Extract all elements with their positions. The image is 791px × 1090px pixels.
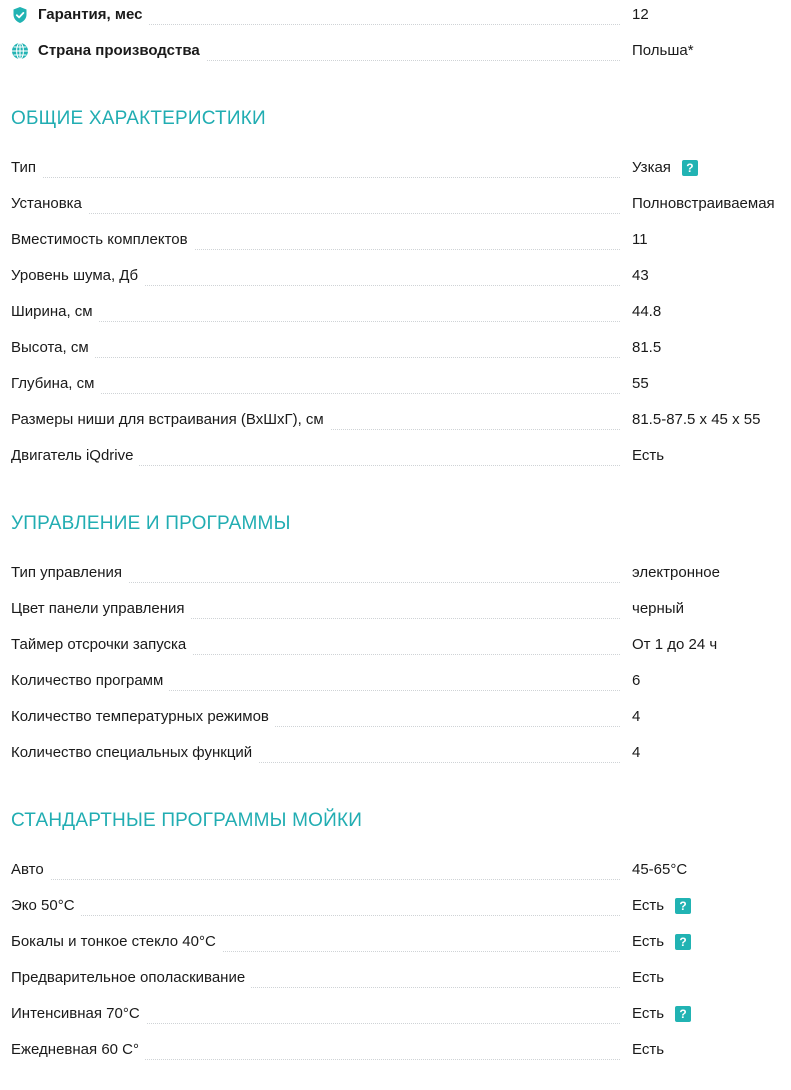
spec-value-text: Есть <box>632 1005 665 1022</box>
spec-value: электронное <box>632 564 720 581</box>
spec-name: Авто <box>11 860 50 880</box>
spec-value: 81.5 <box>632 339 662 356</box>
spec-row <box>0 858 791 882</box>
spec-row <box>0 705 791 729</box>
spec-value: От 1 до 24 ч <box>632 636 718 653</box>
spec-name: Предварительное ополаскивание <box>11 968 251 988</box>
spec-value: Есть <box>632 447 665 464</box>
spec-name: Глубина, см <box>11 374 100 394</box>
spec-value: 4 <box>632 744 641 761</box>
spec-value: 4 <box>632 708 641 725</box>
spec-row <box>0 192 791 216</box>
spec-name: Уровень шума, Дб <box>11 266 144 286</box>
spec-name: Высота, см <box>11 338 95 358</box>
dotted-leader <box>11 321 620 322</box>
spec-value <box>632 156 698 180</box>
spec-value-text: Узкая <box>632 159 671 176</box>
spec-row <box>0 894 791 918</box>
spec-name: Размеры ниши для встраивания (ВхШхГ), см <box>11 410 330 430</box>
globe-icon <box>11 42 29 60</box>
spec-value: 6 <box>632 672 641 689</box>
spec-name: Вместимость комплектов <box>11 230 194 250</box>
spec-name: Ежедневная 60 C° <box>11 1040 145 1060</box>
spec-row <box>0 408 791 432</box>
shield-check-icon <box>11 6 29 24</box>
spec-row <box>0 930 791 954</box>
spec-name: Эко 50°C <box>11 896 81 916</box>
spec-row <box>0 966 791 990</box>
spec-row <box>0 1002 791 1026</box>
spec-row <box>0 1038 791 1062</box>
spec-value <box>632 930 691 954</box>
spec-name: Интенсивная 70°C <box>11 1004 146 1024</box>
spec-value <box>632 894 691 918</box>
spec-value-text: Есть <box>632 897 665 914</box>
spec-row <box>0 597 791 621</box>
spec-name: Бокалы и тонкое стекло 40°C <box>11 932 222 952</box>
dotted-leader <box>11 177 620 178</box>
dotted-leader <box>11 213 620 214</box>
spec-row <box>0 633 791 657</box>
dotted-leader <box>11 357 620 358</box>
spec-value: 12 <box>632 6 649 23</box>
spec-value-text: Есть <box>632 933 665 950</box>
spec-value: Есть <box>632 1041 665 1058</box>
spec-name: Гарантия, мес <box>38 5 148 25</box>
spec-row <box>0 741 791 765</box>
spec-name: Тип управления <box>11 563 128 583</box>
spec-value: 11 <box>632 231 648 248</box>
help-button[interactable]: ? <box>675 898 691 914</box>
spec-name: Количество специальных функций <box>11 743 258 763</box>
spec-row <box>0 156 791 180</box>
spec-name: Страна производства <box>38 41 206 61</box>
spec-value: Есть <box>632 969 665 986</box>
spec-value: 43 <box>632 267 649 284</box>
spec-name: Тип <box>11 158 42 178</box>
spec-value: 44.8 <box>632 303 662 320</box>
spec-value: Польша* <box>632 42 694 59</box>
spec-name: Двигатель iQdrive <box>11 446 139 466</box>
spec-row <box>0 336 791 360</box>
section-title-wash-programs: СТАНДАРТНЫЕ ПРОГРАММЫ МОЙКИ <box>11 810 363 831</box>
help-button[interactable]: ? <box>675 1006 691 1022</box>
spec-value: 81.5-87.5 x 45 x 55 <box>632 411 761 428</box>
section-title-general: ОБЩИЕ ХАРАКТЕРИСТИКИ <box>11 108 266 129</box>
spec-name: Таймер отсрочки запуска <box>11 635 192 655</box>
spec-row-country <box>0 39 791 63</box>
spec-row <box>0 669 791 693</box>
help-button[interactable]: ? <box>682 160 698 176</box>
dotted-leader <box>11 393 620 394</box>
dotted-leader <box>11 879 620 880</box>
spec-value: 55 <box>632 375 649 392</box>
spec-row <box>0 372 791 396</box>
spec-row <box>0 300 791 324</box>
spec-row <box>0 264 791 288</box>
spec-value: Полновстраиваемая <box>632 195 775 212</box>
help-button[interactable]: ? <box>675 934 691 950</box>
spec-row <box>0 228 791 252</box>
spec-row-warranty <box>0 3 791 27</box>
spec-value <box>632 1002 691 1026</box>
spec-name: Установка <box>11 194 88 214</box>
spec-value: черный <box>632 600 684 617</box>
spec-name: Цвет панели управления <box>11 599 190 619</box>
section-title-controls: УПРАВЛЕНИЕ И ПРОГРАММЫ <box>11 513 291 534</box>
spec-row <box>0 444 791 468</box>
spec-row <box>0 561 791 585</box>
spec-name: Ширина, см <box>11 302 99 322</box>
dotted-leader <box>11 915 620 916</box>
spec-value: 45-65°C <box>632 861 688 878</box>
spec-name: Количество программ <box>11 671 169 691</box>
spec-name: Количество температурных режимов <box>11 707 275 727</box>
